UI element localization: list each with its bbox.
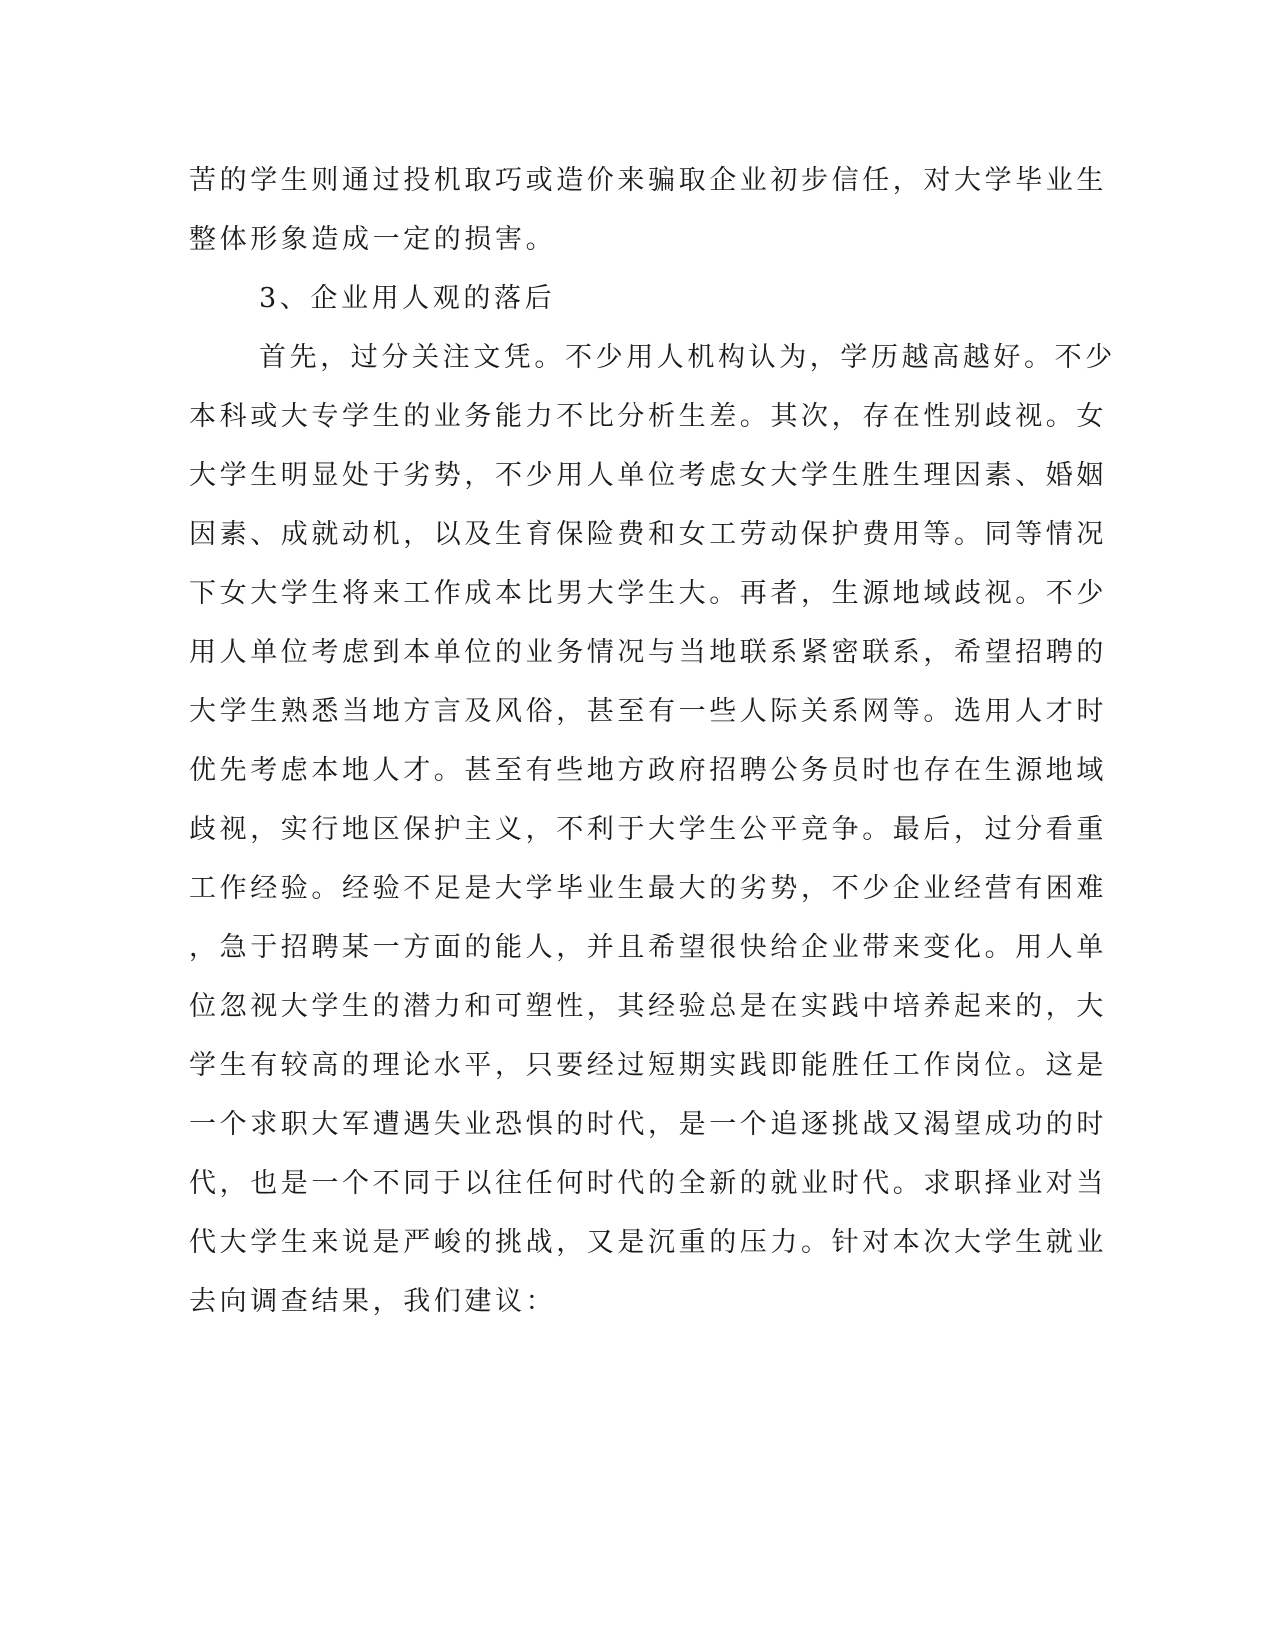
text-line: 一个求职大军遭遇失业恐惧的时代，是一个追逐挑战又渴望成功的时 [189, 1109, 1107, 1140]
text-line: 因素、成就动机，以及生育保险费和女工劳动保护费用等。同等情况 [189, 519, 1107, 550]
text-line: 苦的学生则通过投机取巧或造价来骗取企业初步信任，对大学毕业生 [189, 165, 1107, 196]
text-line: 学生有较高的理论水平，只要经过短期实践即能胜任工作岗位。这是 [189, 1050, 1107, 1081]
text-line: 歧视，实行地区保护主义，不利于大学生公平竞争。最后，过分看重 [189, 814, 1107, 845]
text-line: 首先，过分关注文凭。不少用人机构认为，学历越高越好。不少 [259, 342, 1116, 373]
text-line: 优先考虑本地人才。甚至有些地方政府招聘公务员时也存在生源地域 [189, 755, 1107, 786]
text-line: 位忽视大学生的潜力和可塑性，其经验总是在实践中培养起来的，大 [189, 991, 1107, 1022]
text-line: 下女大学生将来工作成本比男大学生大。再者，生源地域歧视。不少 [189, 578, 1107, 609]
text-line: 大学生明显处于劣势，不少用人单位考虑女大学生胜生理因素、婚姻 [189, 460, 1107, 491]
text-line: 用人单位考虑到本单位的业务情况与当地联系紧密联系，希望招聘的 [189, 637, 1107, 668]
text-line: 大学生熟悉当地方言及风俗，甚至有一些人际关系网等。选用人才时 [189, 696, 1107, 727]
text-line: 工作经验。经验不足是大学毕业生最大的劣势，不少企业经营有困难 [189, 873, 1107, 904]
section-heading: 3、企业用人观的落后 [259, 283, 556, 314]
text-line: 本科或大专学生的业务能力不比分析生差。其次，存在性别歧视。女 [189, 401, 1107, 432]
text-line: 代，也是一个不同于以往任何时代的全新的就业时代。求职择业对当 [189, 1168, 1107, 1199]
text-line: 整体形象造成一定的损害。 [189, 224, 557, 255]
text-line: ，急于招聘某一方面的能人，并且希望很快给企业带来变化。用人单 [189, 932, 1107, 963]
text-line: 代大学生来说是严峻的挑战，又是沉重的压力。针对本次大学生就业 [189, 1227, 1107, 1258]
text-line: 去向调查结果，我们建议： [189, 1286, 557, 1317]
